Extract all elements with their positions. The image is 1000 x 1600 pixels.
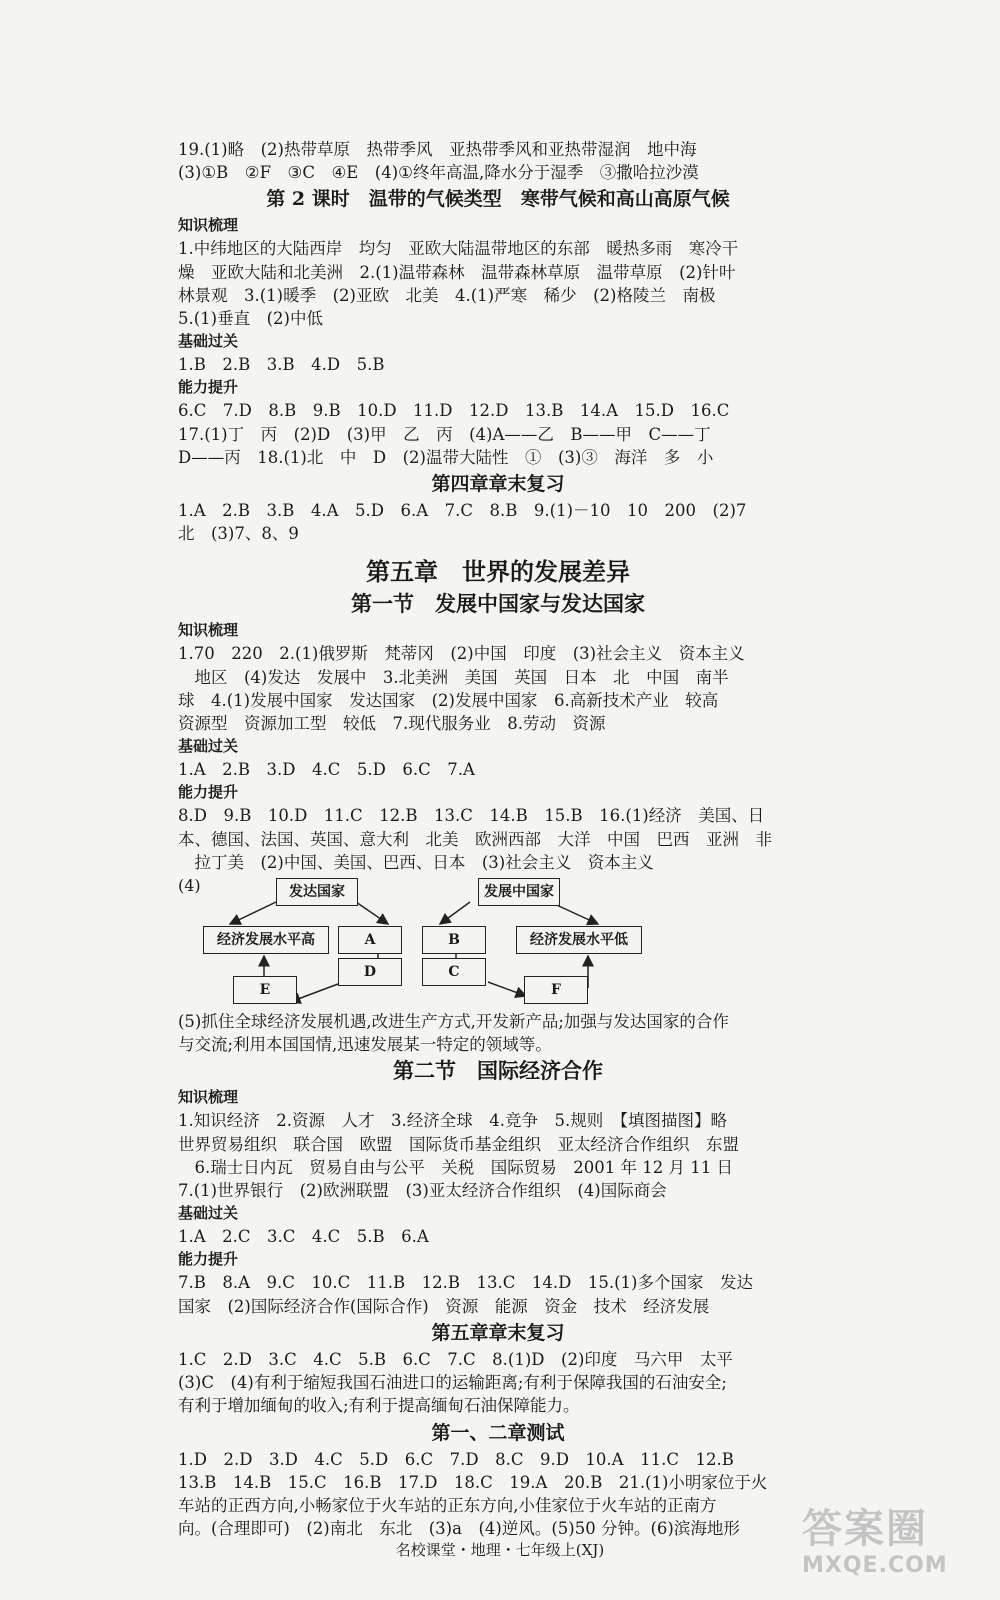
label-basic: 基础过关 — [178, 332, 239, 351]
answer-line: 1.D 2.D 3.D 4.C 5.D 6.C 7.D 8.C 9.D 10.A 11.C 12.B — [178, 1449, 734, 1469]
box-developing-countries: 发展中国家 — [478, 878, 560, 906]
watermark-text: 答案圈 — [802, 1506, 928, 1552]
section2-heading: 第二节 国际经济合作 — [393, 1058, 603, 1084]
label-ability: 能力提升 — [178, 783, 239, 802]
box-f: F — [524, 976, 588, 1004]
box-developed-countries: 发达国家 — [276, 878, 358, 906]
label-ability: 能力提升 — [178, 378, 239, 397]
answer-line: 7.B 8.A 9.C 10.C 11.B 12.B 13.C 14.D 15.(1)多个国家 发达 — [178, 1273, 753, 1293]
answer-line: 国家 (2)国际经济合作(国际合作) 资源 能源 资金 技术 经济发展 — [178, 1296, 710, 1316]
answer-line: 1.A 2.B 3.D 4.C 5.D 6.C 7.A — [178, 760, 475, 780]
box-c: C — [422, 958, 486, 986]
lesson-heading: 第 2 课时 温带的气候类型 寒带气候和高山高原气候 — [266, 188, 730, 211]
answer-line: 8.D 9.B 10.D 11.C 12.B 13.C 14.B 15.B 16.(1)经济 美国、日 — [178, 806, 765, 826]
diagram-number: (4) — [178, 876, 201, 896]
answer-line: 燥 亚欧大陆和北美洲 2.(1)温带森林 温带森林草原 温带草原 (2)针叶 — [178, 262, 736, 282]
answer-line: 林景观 3.(1)暖季 (2)亚欧 北美 4.(1)严寒 稀少 (2)格陵兰 南极 — [178, 285, 716, 305]
answer-line: 5.(1)垂直 (2)中低 — [178, 309, 323, 329]
answer-line: 1.B 2.B 3.B 4.D 5.B — [178, 355, 385, 375]
test-heading: 第一、二章测试 — [431, 1421, 565, 1444]
watermark-url: MXQE.COM — [802, 1553, 948, 1578]
box-d: D — [338, 958, 402, 986]
arrow — [290, 984, 338, 1002]
answer-line: 向。(合理即可) (2)南北 东北 (3)a (4)逆风。(5)50 分钟。(6)滨海地形 — [178, 1519, 740, 1539]
answer-line: 地区 (4)发达 发展中 3.北美洲 美国 英国 日本 北 中国 南半 — [178, 667, 729, 687]
answer-line: 本、德国、法国、英国、意大利 北美 欧洲西部 大洋 中国 巴西 亚洲 非 — [178, 829, 772, 849]
page-footer: 名校课堂・地理・七年级上(XJ) — [395, 1541, 605, 1559]
answer-line: 1.A 2.C 3.C 4.C 5.B 6.A — [178, 1227, 429, 1247]
chapter5-review-heading: 第五章章末复习 — [431, 1321, 565, 1344]
answer-line: 球 4.(1)发展中国家 发达国家 (2)发展中国家 6.高新技术产业 较高 — [178, 690, 719, 710]
label-knowledge: 知识梳理 — [178, 1088, 239, 1107]
arrow — [440, 902, 470, 924]
answer-line: (3)①B ②F ③C ④E (4)①终年高温,降水分于湿季 ③撒哈拉沙漠 — [178, 163, 699, 183]
answer-line: (3)C (4)有利于缩短我国石油进口的运输距离;有利于保障我国的石油安全; — [178, 1373, 727, 1393]
answer-line: 与交流;利用本国国情,迅速发展某一特定的领域等。 — [178, 1035, 552, 1055]
box-low-level: 经济发展水平低 — [516, 926, 642, 954]
label-knowledge: 知识梳理 — [178, 216, 239, 235]
answer-line: 1.A 2.B 3.B 4.A 5.D 6.A 7.C 8.B 9.(1)－10 10 200 (2)7 — [178, 501, 747, 521]
answer-line: 1.知识经济 2.资源 人才 3.经济全球 4.竞争 5.规则 【填图描图】略 — [178, 1111, 727, 1131]
answer-line: 车站的正西方向,小畅家位于火车站的正东方向,小佳家位于火车站的正南方 — [178, 1495, 717, 1515]
answer-line: 有利于增加缅甸的收入;有利于提高缅甸石油保障能力。 — [178, 1396, 580, 1416]
answer-line: D——丙 18.(1)北 中 D (2)温带大陆性 ① (3)③ 海洋 多 小 — [178, 447, 714, 467]
answer-line: 资源型 资源加工型 较低 7.现代服务业 8.劳动 资源 — [178, 714, 606, 734]
answer-line: (5)抓住全球经济发展机遇,改进生产方式,开发新产品;加强与发达国家的合作 — [178, 1012, 729, 1032]
answer-line: 7.(1)世界银行 (2)欧洲联盟 (3)亚太经济合作组织 (4)国际商会 — [178, 1181, 667, 1201]
watermark-logo — [802, 1505, 972, 1591]
section1-heading: 第一节 发展中国家与发达国家 — [351, 591, 645, 617]
answer-line: 世界贸易组织 联合国 欧盟 国际货币基金组织 亚太经济合作组织 东盟 — [178, 1134, 739, 1154]
arrow — [230, 902, 276, 924]
label-basic: 基础过关 — [178, 1204, 239, 1223]
label-ability: 能力提升 — [178, 1250, 239, 1269]
arrow — [356, 902, 388, 924]
answer-line: 6.瑞士日内瓦 贸易自由与公平 关税 国际贸易 2001 年 12 月 11 日 — [178, 1157, 733, 1177]
arrow — [488, 982, 526, 996]
answer-line: 1.C 2.D 3.C 4.C 5.B 6.C 7.C 8.(1)D (2)印度 马六甲 太平 — [178, 1349, 733, 1369]
label-basic: 基础过关 — [178, 737, 239, 756]
box-e: E — [233, 976, 297, 1004]
box-high-level: 经济发展水平高 — [203, 926, 329, 954]
development-diagram — [178, 876, 818, 1006]
answer-line: 17.(1)丁 丙 (2)D (3)甲 乙 丙 (4)A——乙 B——甲 C——丁 — [178, 424, 711, 444]
chapter4-review-heading: 第四章章末复习 — [431, 473, 565, 496]
box-a: A — [338, 926, 402, 954]
answer-line: 拉丁美 (2)中国、美国、巴西、日本 (3)社会主义 资本主义 — [178, 852, 654, 872]
answer-line: 1.中纬地区的大陆西岸 均匀 亚欧大陆温带地区的东部 暖热多雨 寒冷干 — [178, 239, 739, 259]
answer-line: 北 (3)7、8、9 — [178, 524, 299, 544]
chapter5-title: 第五章 世界的发展差异 — [366, 557, 630, 587]
answer-line: 19.(1)略 (2)热带草原 热带季风 亚热带季风和亚热带湿润 地中海 — [178, 140, 697, 159]
answer-line: 1.70 220 2.(1)俄罗斯 梵蒂冈 (2)中国 印度 (3)社会主义 资本主义 — [178, 644, 745, 664]
label-knowledge: 知识梳理 — [178, 621, 239, 640]
answer-page — [178, 138, 818, 1540]
box-b: B — [422, 926, 486, 954]
answer-line: 13.B 14.B 15.C 16.B 17.D 18.C 19.A 20.B 21.(1)小明家位于火 — [178, 1472, 768, 1492]
answer-line: 6.C 7.D 8.B 9.B 10.D 11.D 12.D 13.B 14.A 15.D 16.C — [178, 401, 730, 421]
